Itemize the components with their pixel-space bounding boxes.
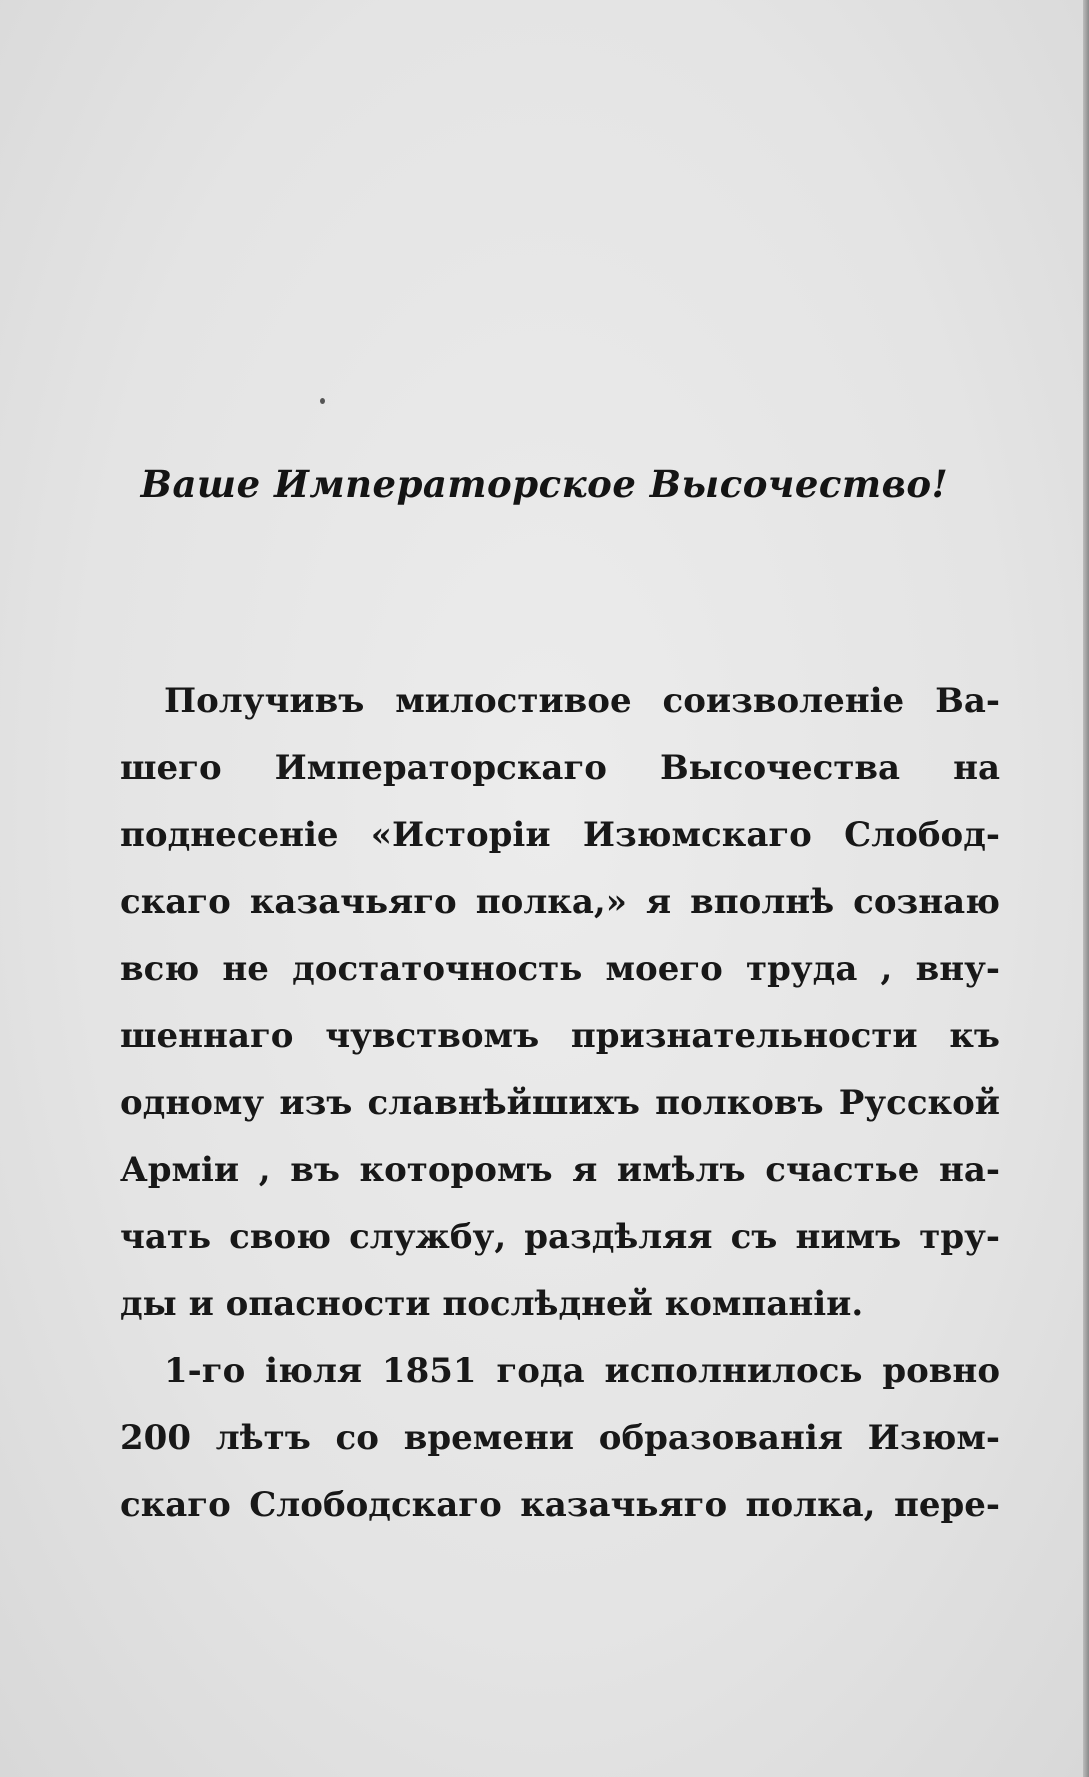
text-line: скаго Слободскаго казачьяго полка, пере- — [120, 1485, 1000, 1525]
text-line: 200 лѣтъ со времени образованія Изюм- — [120, 1418, 1000, 1458]
text-line: скаго казачьяго полка,» я вполнѣ сознаю — [120, 882, 1000, 922]
body-text-second-paragraph — [120, 1346, 1000, 1546]
text-line: шеннаго чувствомъ признательности къ — [120, 1016, 1000, 1056]
text-line: всю не достаточность моего труда , вну- — [120, 949, 1000, 989]
text-line: Арміи , въ которомъ я имѣлъ счастье на- — [120, 1150, 1000, 1190]
text-line: ды и опасности послѣдней компаніи. — [120, 1284, 864, 1324]
text-line: поднесеніе «Исторіи Изюмскаго Слобод- — [120, 815, 1000, 855]
ink-speck — [320, 398, 325, 404]
text-line: 1-го іюля 1851 года исполнилось ровно — [164, 1351, 1000, 1391]
text-line: шего Императорскаго Высочества на — [120, 748, 1000, 788]
body-text — [120, 676, 1000, 1396]
text-line: одному изъ славнѣйшихъ полковъ Русской — [120, 1083, 1000, 1123]
text-line: чать свою службу, раздѣляя съ нимъ тру- — [120, 1217, 1000, 1257]
address-heading: Ваше Императорское Высочество! — [140, 462, 949, 506]
page-edge-shadow — [1083, 0, 1089, 1777]
text-line: Получивъ милостивое соизволеніе Ва- — [164, 681, 1000, 721]
